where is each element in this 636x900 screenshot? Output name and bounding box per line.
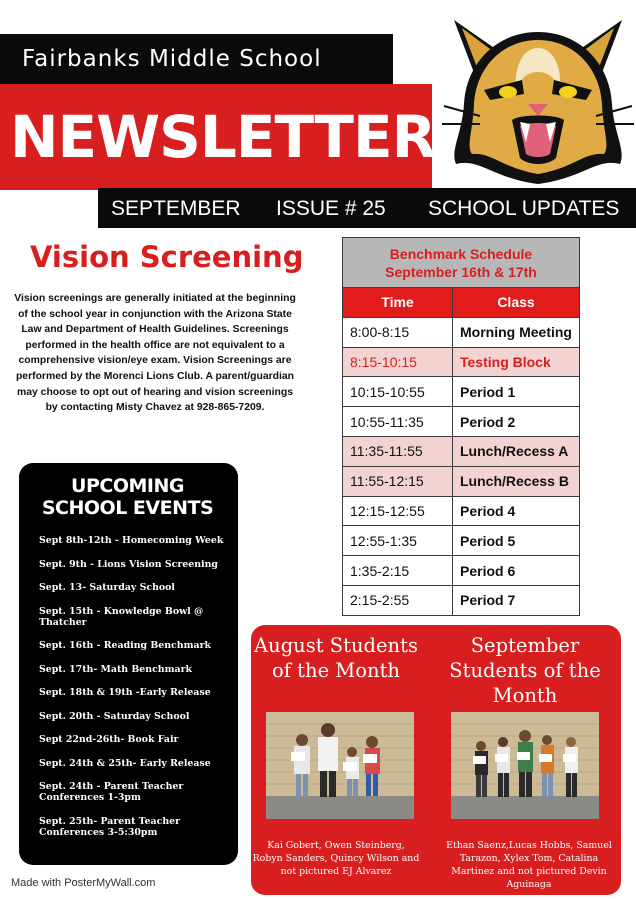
table-row xyxy=(343,317,580,347)
issue-section: SCHOOL UPDATES xyxy=(428,197,620,220)
schedule-header-row xyxy=(343,288,580,318)
table-row xyxy=(343,436,580,466)
class-cell: Lunch/Recess B xyxy=(453,466,580,496)
issue-number: ISSUE # 25 xyxy=(276,197,386,220)
students-of-the-month-panel xyxy=(251,625,621,895)
school-name: Fairbanks Middle School xyxy=(22,46,322,72)
issue-banner xyxy=(98,188,636,228)
table-row xyxy=(343,496,580,526)
table-row xyxy=(343,407,580,437)
class-cell: Testing Block xyxy=(453,347,580,377)
event-item: Sept. 20th - Saturday School xyxy=(39,710,190,722)
august-students-section xyxy=(251,633,421,683)
table-row xyxy=(343,526,580,556)
vision-screening-body: Vision screenings are generally initiated at the beginning of the school year in conjunction with the Arizona State Law and Department of Health Guidelines. Screenings performed in the health office are not equivalent to a comprehensive vision/eye exam. Vision Screenings are performed by the Morenci Lions Club. A parent/guardian may choose to opt out of hearing and vision screenings by contacting Misty Chavez at 928-865-7209. xyxy=(14,293,296,414)
time-cell: 11:55-12:15 xyxy=(343,466,453,496)
table-row xyxy=(343,377,580,407)
time-cell: 12:55-1:35 xyxy=(343,526,453,556)
time-cell: 8:00-8:15 xyxy=(343,317,453,347)
issue-month: SEPTEMBER xyxy=(111,197,241,220)
event-item: Sept. 24th - Parent Teacher Conferences 1-3pm xyxy=(39,781,184,803)
schedule-dates: September 16th & 17th xyxy=(385,263,537,280)
newsletter-title: NEWSLETTER xyxy=(10,103,436,171)
time-cell: 8:15-10:15 xyxy=(343,347,453,377)
event-item: Sept. 16th - Reading Benchmark xyxy=(39,640,212,651)
bobcat-mascot-logo xyxy=(440,8,636,188)
events-title: UPCOMING SCHOOL EVENTS xyxy=(41,475,214,519)
class-cell: Lunch/Recess A xyxy=(453,436,580,466)
time-cell: 11:35-11:55 xyxy=(343,436,453,466)
class-cell: Period 4 xyxy=(453,496,580,526)
newsletter-banner xyxy=(0,84,436,190)
class-cell: Morning Meeting xyxy=(453,317,580,347)
table-row xyxy=(343,585,580,615)
class-cell: Period 5 xyxy=(453,526,580,556)
vision-screening-title: Vision Screening xyxy=(30,240,304,274)
schedule-title: Benchmark Schedule xyxy=(389,245,533,262)
time-cell: 10:15-10:55 xyxy=(343,377,453,407)
class-cell: Period 2 xyxy=(453,407,580,437)
time-cell: 12:15-12:55 xyxy=(343,496,453,526)
event-item: Sept 8th-12th - Homecoming Week xyxy=(39,535,224,546)
class-cell: Period 7 xyxy=(453,585,580,615)
time-cell: 10:55-11:35 xyxy=(343,407,453,437)
upcoming-events-box xyxy=(19,463,238,865)
postermywall-credit: Made with PosterMyWall.com xyxy=(11,877,156,889)
time-cell: 1:35-2:15 xyxy=(343,556,453,586)
september-title: September Students of the Month xyxy=(449,634,601,707)
august-students-photo xyxy=(266,712,414,819)
schedule-caption xyxy=(343,238,580,288)
event-item: Sept. 24th & 25th- Early Release xyxy=(39,757,211,769)
event-item: Sept. 25th- Parent Teacher Conferences 3-5:30pm xyxy=(39,815,181,838)
column-header-class: Class xyxy=(453,288,580,318)
event-item: Sept. 13- Saturday School xyxy=(39,582,175,593)
table-row xyxy=(343,556,580,586)
august-title: August Students of the Month xyxy=(254,634,418,682)
september-students-section xyxy=(440,633,610,708)
event-item: Sept. 9th - Lions Vision Screening xyxy=(39,558,218,570)
table-row xyxy=(343,347,580,377)
event-item: Sept. 15th - Knowledge Bowl @ Thatcher xyxy=(39,605,204,628)
time-cell: 2:15-2:55 xyxy=(343,585,453,615)
september-student-names: Ethan Saenz,Lucas Hobbs, Samuel Tarazon, Xylex Tom, Catalina Martinez and not pictured Devin Aguinaga xyxy=(446,840,612,890)
event-item: Sept. 18th & 19th -Early Release xyxy=(39,687,211,698)
event-item: Sept 22nd-26th- Book Fair xyxy=(39,734,179,745)
event-item: Sept. 17th- Math Benchmark xyxy=(39,663,193,675)
column-header-time: Time xyxy=(343,288,453,318)
table-row xyxy=(343,466,580,496)
september-students-photo xyxy=(451,712,599,819)
class-cell: Period 1 xyxy=(453,377,580,407)
august-student-names: Kai Gobert, Owen Steinberg, Robyn Sanders, Quincy Wilson and not pictured EJ Alvarez xyxy=(252,840,420,877)
class-cell: Period 6 xyxy=(453,556,580,586)
benchmark-schedule-table xyxy=(342,237,580,616)
school-name-banner xyxy=(0,34,393,84)
